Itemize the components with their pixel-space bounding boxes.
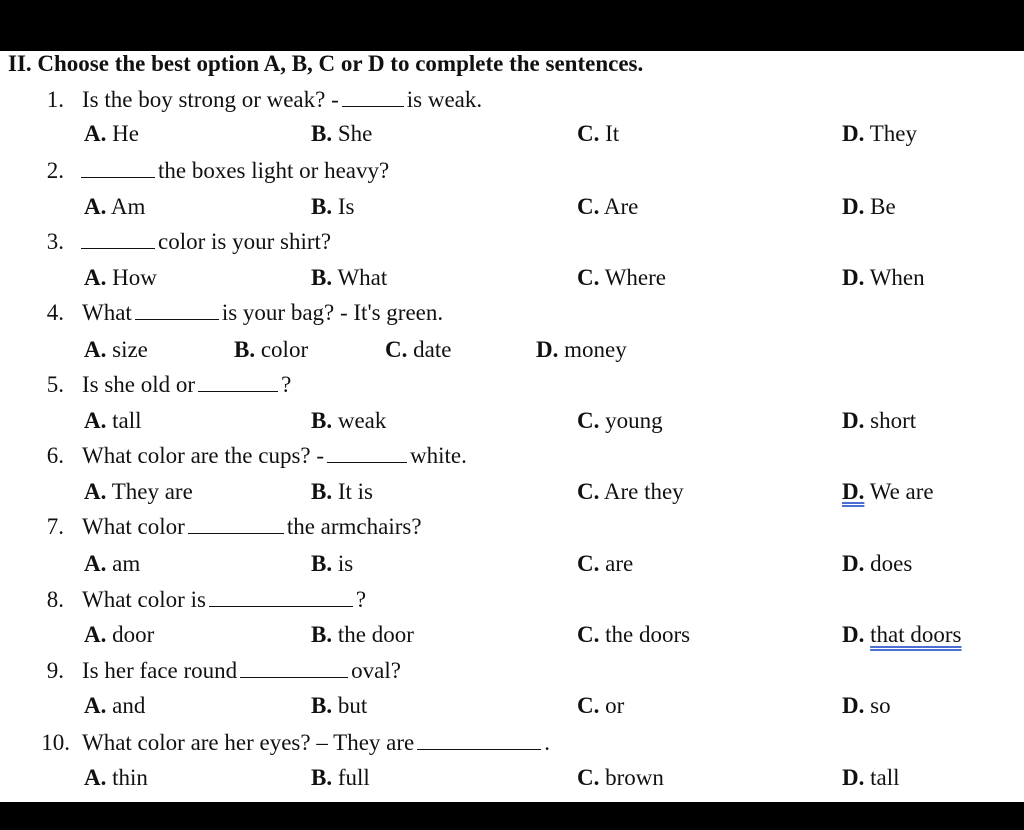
- option-c: C. are: [577, 551, 634, 576]
- option-b: B. but: [311, 693, 368, 718]
- question-number: 8.: [46, 587, 64, 612]
- question-stem: What color the armchairs?: [82, 514, 422, 539]
- grammar-underline: that doors: [870, 622, 962, 647]
- option-d: D. We are: [842, 479, 934, 504]
- option-a: A. Am: [84, 194, 146, 219]
- answer-blank: [188, 515, 284, 534]
- option-d: D. short: [842, 408, 917, 433]
- question-stem: Is the boy strong or weak? - is weak.: [82, 87, 483, 112]
- question-number: 7.: [46, 514, 64, 539]
- option-c: C. Are: [577, 194, 639, 219]
- question-stem: the boxes light or heavy?: [78, 157, 389, 185]
- option-b: B. weak: [311, 408, 387, 433]
- option-c: C. date: [385, 337, 452, 362]
- option-c: C. It: [577, 121, 620, 146]
- option-b: B. It is: [311, 479, 373, 504]
- answer-blank: [198, 373, 278, 392]
- option-c: C. or: [577, 693, 625, 718]
- answer-blank: [209, 588, 353, 607]
- answer-blank: [327, 444, 407, 463]
- section-heading: II. Choose the best option A, B, C or D to complete the sentences.: [8, 51, 644, 76]
- question-number: 9.: [46, 658, 64, 683]
- option-d: D. so: [842, 693, 891, 718]
- question-number: 6.: [46, 443, 64, 468]
- question-stem: Is her face round oval?: [82, 658, 401, 683]
- question-number: 1.: [46, 87, 64, 112]
- option-b: B. Is: [311, 194, 355, 219]
- answer-blank: [240, 659, 348, 678]
- question-stem: What color are her eyes? – They are .: [82, 730, 551, 755]
- answer-blank: [81, 230, 155, 249]
- option-d: D. that doors: [842, 622, 962, 647]
- option-a: A. tall: [84, 408, 142, 433]
- option-b: B. is: [311, 551, 354, 576]
- option-b: B. She: [311, 121, 373, 146]
- option-c: C. young: [577, 408, 663, 433]
- option-a: A. and: [84, 693, 146, 718]
- option-b: B. color: [234, 337, 309, 362]
- option-c: C. Are they: [577, 479, 684, 504]
- question-stem: What is your bag? - It's green.: [82, 300, 444, 325]
- question-stem: color is your shirt?: [78, 228, 331, 256]
- option-d: D. Be: [842, 194, 896, 219]
- question-number: 4.: [46, 300, 64, 325]
- question-stem: Is she old or ?: [82, 372, 292, 397]
- question-number: 3.: [46, 229, 64, 254]
- option-d: D. tall: [842, 765, 900, 790]
- option-d: D. money: [536, 337, 627, 362]
- option-a: A. thin: [84, 765, 148, 790]
- option-d: D. They: [842, 121, 917, 146]
- option-a: A. How: [84, 265, 157, 290]
- option-b: B. full: [311, 765, 370, 790]
- option-c: C. the doors: [577, 622, 691, 647]
- option-a: A. am: [84, 551, 141, 576]
- option-a: A. size: [84, 337, 148, 362]
- option-a: A. They are: [84, 479, 193, 504]
- answer-blank: [135, 301, 219, 320]
- answer-blank: [81, 159, 155, 178]
- option-a: A. door: [84, 622, 155, 647]
- question-number: 10.: [41, 730, 70, 755]
- question-stem: What color is ?: [82, 587, 367, 612]
- answer-blank: [342, 88, 404, 107]
- spellcheck-underline: D.: [842, 479, 865, 504]
- question-stem: What color are the cups? - white.: [82, 443, 467, 468]
- option-a: A. He: [84, 121, 139, 146]
- question-number: 5.: [46, 372, 64, 397]
- option-b: B. the door: [311, 622, 414, 647]
- option-c: C. Where: [577, 265, 667, 290]
- option-b: B. What: [311, 265, 388, 290]
- option-d: D. does: [842, 551, 913, 576]
- question-number: 2.: [46, 158, 64, 183]
- answer-blank: [417, 731, 541, 750]
- option-d: D. When: [842, 265, 925, 290]
- option-c: C. brown: [577, 765, 664, 790]
